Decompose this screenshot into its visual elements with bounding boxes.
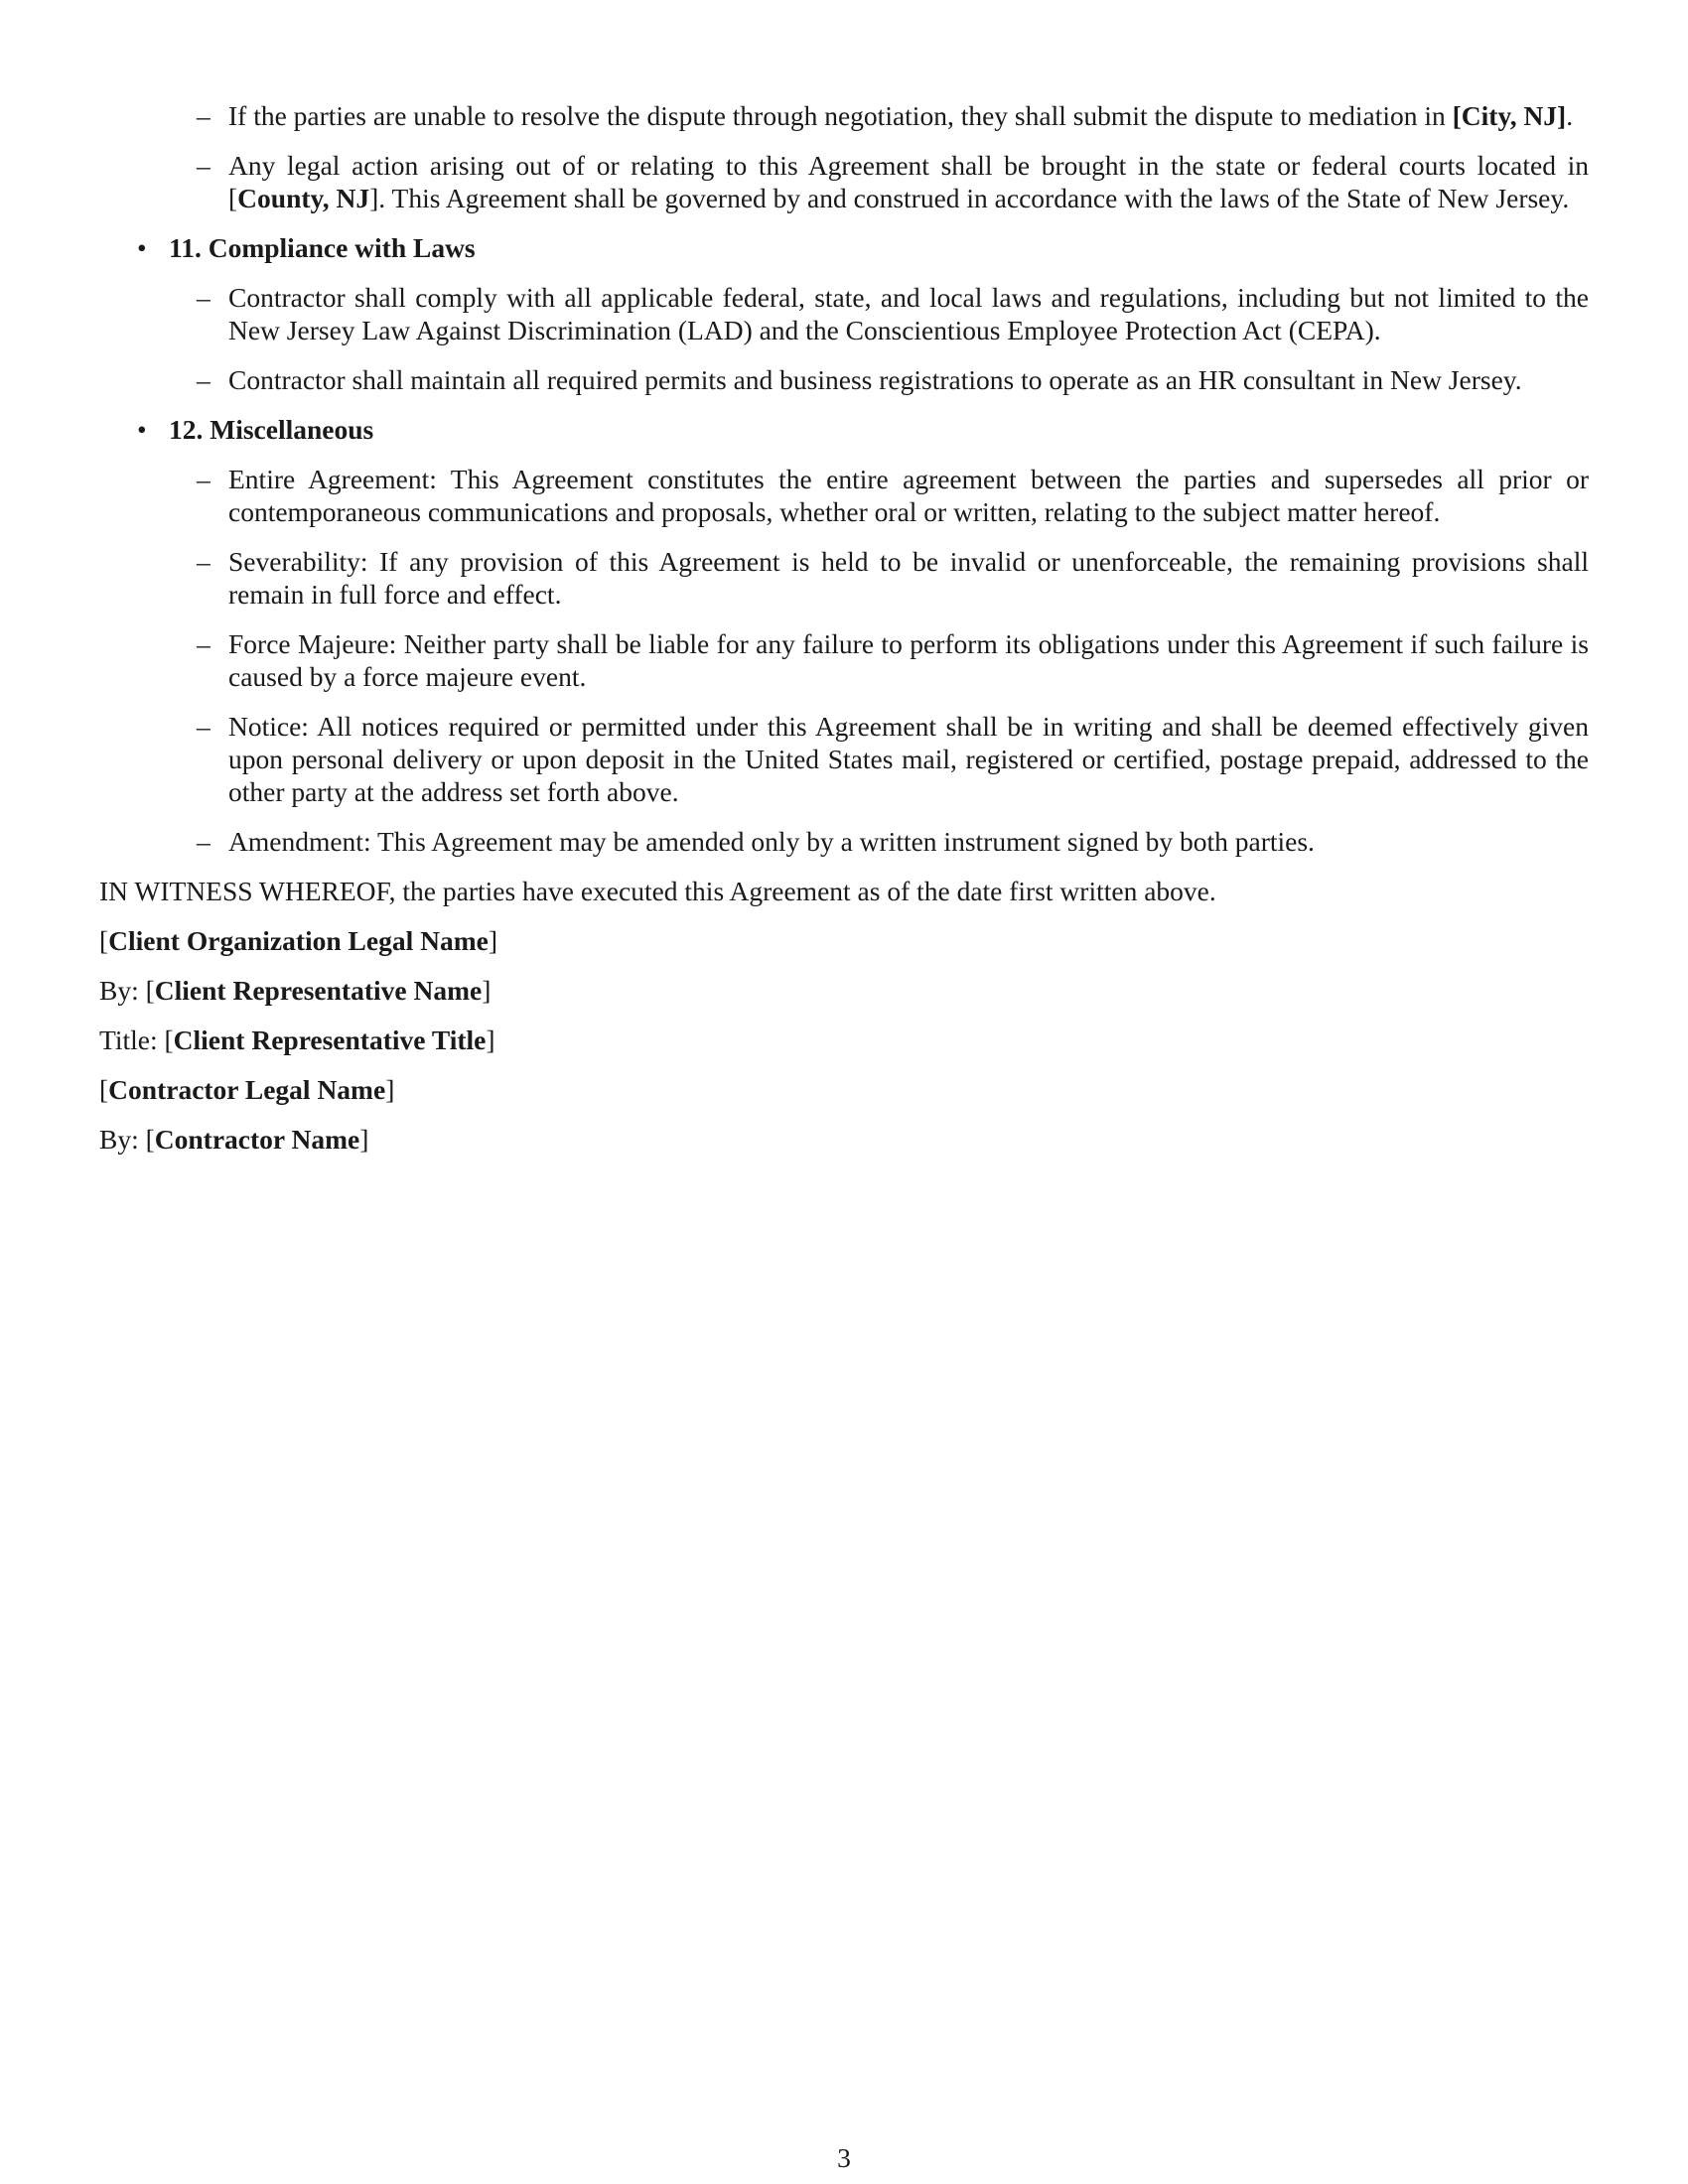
page-number: 3 bbox=[837, 2142, 851, 2173]
title-label: Title: bbox=[99, 1024, 165, 1055]
item-text: If the parties are unable to resolve the dispute through negotiation, they shall submit the dispute to mediation in bbox=[228, 100, 1453, 131]
signature-client-rep: By: [Client Representative Name] bbox=[99, 975, 492, 1006]
section-heading-text: 11. Compliance with Laws bbox=[169, 232, 476, 263]
signature-client-title: Title: [Client Representative Title] bbox=[99, 1024, 495, 1055]
dash-marker: – bbox=[197, 100, 211, 131]
dash-marker: – bbox=[197, 826, 211, 857]
client-rep-name: Client Representative Name bbox=[154, 975, 483, 1006]
item-text: Force Majeure: Neither party shall be liable for any failure to perform its obligations under this Agreement if such failure is caused by a force majeure event. bbox=[228, 628, 1589, 692]
placeholder-county: County, NJ bbox=[237, 183, 370, 213]
item-text: Entire Agreement: This Agreement constitutes the entire agreement between the parties and supersedes all prior or contemporaneous communications and proposals, whether oral or written, relating to the subject matter hereof. bbox=[228, 464, 1589, 527]
dash-marker: – bbox=[197, 464, 211, 494]
contractor-legal-name: Contractor Legal Name bbox=[108, 1074, 386, 1105]
item-text-end: . bbox=[1566, 100, 1574, 131]
signature-contractor: By: [Contractor Name] bbox=[99, 1124, 369, 1155]
by-label: By: bbox=[99, 1124, 146, 1155]
client-org-name: Client Organization Legal Name bbox=[108, 925, 489, 956]
dash-marker: – bbox=[197, 628, 211, 659]
dash-marker: – bbox=[197, 711, 211, 742]
misc-item bbox=[99, 710, 1589, 808]
contractor-name: Contractor Name bbox=[154, 1124, 360, 1155]
dash-marker: – bbox=[197, 282, 211, 313]
by-label: By: bbox=[99, 975, 146, 1006]
compliance-item bbox=[99, 363, 1589, 396]
section-heading-miscellaneous bbox=[99, 413, 1589, 446]
signature-contractor-org: [Contractor Legal Name] bbox=[99, 1074, 395, 1105]
dash-marker: – bbox=[197, 364, 211, 395]
item-text: Contractor shall maintain all required permits and business registrations to operate as an HR consultant in New Jersey. bbox=[228, 364, 1522, 395]
item-text: Severability: If any provision of this Agreement is held to be invalid or unenforceable, the remaining provisions shall remain in full force and effect. bbox=[228, 546, 1589, 610]
section-heading-compliance bbox=[99, 231, 1589, 264]
misc-item bbox=[99, 545, 1589, 611]
item-text: Contractor shall comply with all applicable federal, state, and local laws and regulations, including but not limited to the New Jersey Law Against Discrimination (LAD) and the Conscientious Employee Protection Act (CEPA). bbox=[228, 282, 1589, 345]
placeholder-city: [City, NJ] bbox=[1452, 100, 1567, 131]
client-rep-title: Client Representative Title bbox=[173, 1024, 487, 1055]
legal-action-item bbox=[99, 149, 1589, 214]
signature-client-org: [Client Organization Legal Name] bbox=[99, 925, 498, 956]
dash-marker: – bbox=[197, 150, 211, 181]
misc-item bbox=[99, 463, 1589, 528]
section-heading-text: 12. Miscellaneous bbox=[169, 414, 374, 445]
misc-item bbox=[99, 825, 1589, 858]
document-page bbox=[99, 99, 1589, 1172]
item-text-end: ]. This Agreement shall be governed by and construed in accordance with the laws of the State of New Jersey. bbox=[369, 183, 1570, 213]
item-text: Notice: All notices required or permitted under this Agreement shall be in writing and shall be deemed effectively given upon personal delivery or upon deposit in the United States mail, registered or certified, postage prepaid, addressed to the other party at the address set forth above. bbox=[228, 711, 1589, 807]
compliance-item bbox=[99, 281, 1589, 346]
bullet-marker: • bbox=[137, 414, 147, 445]
dash-marker: – bbox=[197, 546, 211, 577]
item-text: Amendment: This Agreement may be amended only by a written instrument signed by both parties. bbox=[228, 826, 1315, 857]
bullet-marker: • bbox=[137, 232, 147, 263]
witness-statement: IN WITNESS WHEREOF, the parties have executed this Agreement as of the date first written above. bbox=[99, 876, 1216, 906]
item-text: Any legal action arising out of or relating to this Agreement shall be brought in the state or federal courts located in [ bbox=[228, 150, 1589, 213]
dispute-mediation-item bbox=[99, 99, 1589, 132]
misc-item bbox=[99, 627, 1589, 693]
